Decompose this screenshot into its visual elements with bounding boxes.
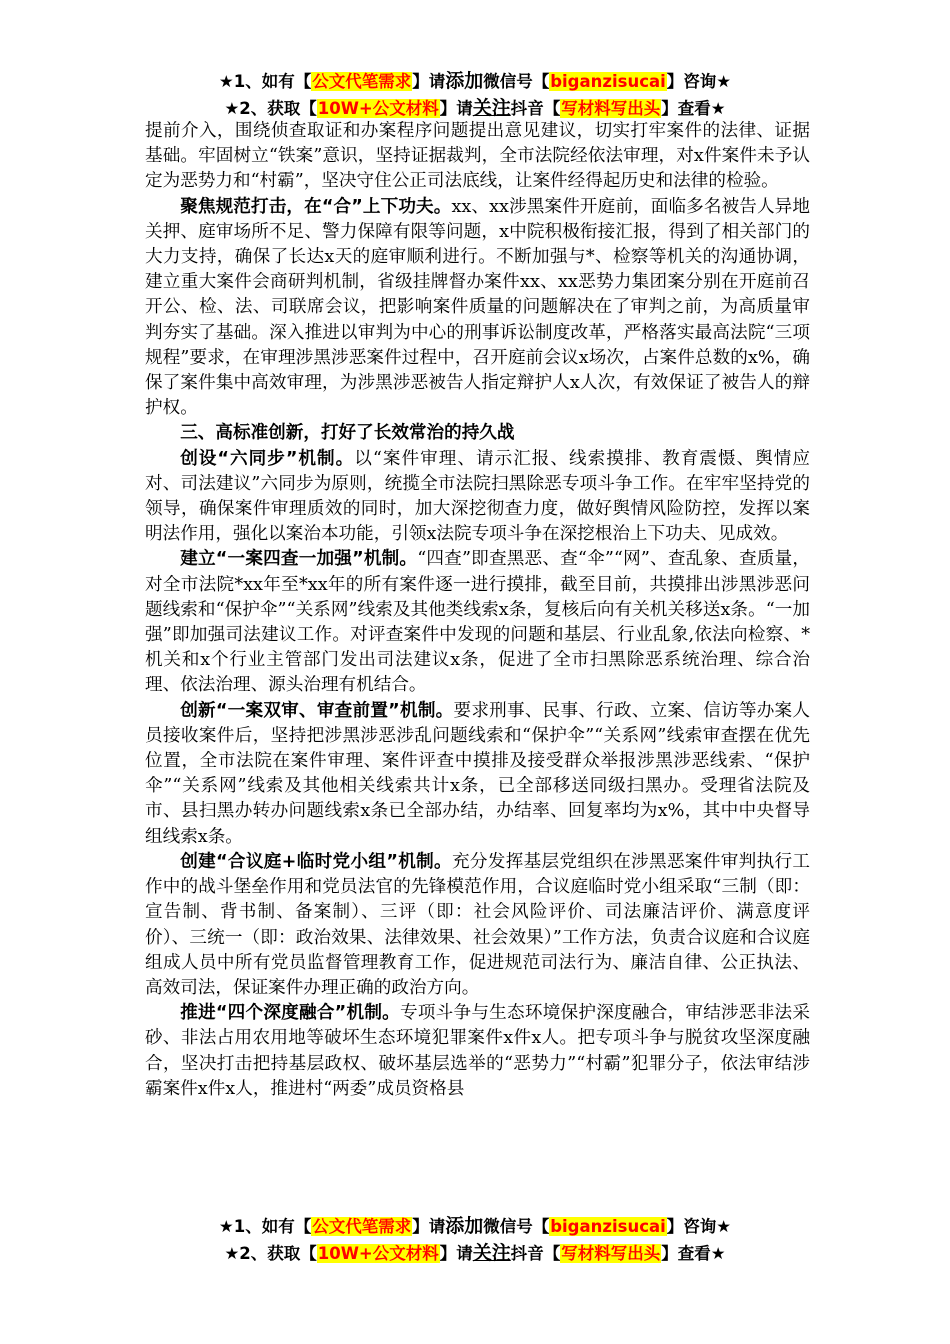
- promo-line-1-mid2: 微信号【: [483, 72, 550, 91]
- promo-line-2-mid: 】请: [439, 99, 473, 118]
- promo-line-2-mid2: 抖音【: [510, 1244, 561, 1263]
- promo-line-2-prefix: ★2、获取【: [224, 1244, 317, 1263]
- promo-emphasis-follow: 关注: [472, 97, 511, 119]
- paragraph-lead: 建立“一案四查一加强”机制。: [180, 549, 418, 570]
- promo-line-1-suffix: 】咨询★: [666, 72, 732, 91]
- promo-emphasis-add: 添加: [445, 1215, 484, 1237]
- paragraph-regulated-crackdown: [145, 195, 810, 422]
- section-heading-3: 三、高标准创新，打好了长效常治的持久战: [180, 423, 515, 444]
- promo-line-2: [0, 95, 950, 122]
- promo-line-2-mid2: 抖音【: [510, 99, 561, 118]
- promo-line-1-prefix: ★1、如有【: [218, 1217, 312, 1236]
- promo-highlight-wechat-id: biganzisucai: [550, 1217, 666, 1236]
- paragraph-four-integrations: [145, 1001, 810, 1102]
- promo-line-1-mid: 】请: [412, 1217, 446, 1236]
- promo-line-1: [0, 1213, 950, 1240]
- paragraph-text: “四查”即查黑恶、查“伞”“网”、查乱象、查质量，对全市法院*xx年至*xx年的所有案件逐一进行摸排，截至目前，共摸排出涉黑涉恶问题线索和“保护伞”“关系网”线索及其他类线索x条，复核后向有关机关移送x条。“一加强”即加强司法建议工作。对评查案件中发现的问题和基层、行业乱象,依法向检察、*机关和x个行业主管部门发出司法建议x条，促进了全市扫黑除恶系统治理、综合治理、依法治理、源头治理有机结合。: [145, 549, 810, 696]
- paragraph-continued: 提前介入，围绕侦查取证和办案程序问题提出意见建议，切实打牢案件的法律、证据基础。牢固树立“铁案”意识，坚持证据裁判，全市法院经依法审理，对x件案件未予认定为恶势力和“村霸”，坚决守住公正司法底线，让案件经得起历史和法律的检验。: [145, 121, 810, 192]
- paragraph-text: 要求刑事、民事、行政、立案、信访等办案人员接收案件后，坚持把涉黑涉恶涉乱问题线索和“保护伞”“关系网”线索审查摆在优先位置，全市法院在案件审理、案件评查中摸排及接受群众举报涉黑涉恶线索、“保护伞”“关系网”线索及其他相关线索共计x条，已全部移送同级扫黑办。受理省法院及市、县扫黑办转办问题线索x条已全部办结，办结率、回复率均为x%，其中中央督导组线索x条。: [145, 700, 810, 847]
- promo-line-1-mid2: 微信号【: [483, 1217, 550, 1236]
- promo-line-2-suffix: 】查看★: [661, 1244, 726, 1263]
- paragraph-text: xx、xx涉黑案件开庭前，面临多名被告人异地关押、庭审场所不足、警力保障有限等问题，x中院积极衔接汇报，得到了相关部门的大力支持，确保了长达x天的庭审顺利进行。不断加强与*、检察等机关的沟通协调，建立重大案件会商研判机制，省级挂牌督办案件xx、xx恶势力集团案分别在开庭前召开公、检、法、司联席会议，把影响案件质量的问题解决在了审判之前，为高质量审判夯实了基础。深入推进以审判为中心的刑事诉讼制度改革，严格落实最高法院“三项规程”要求，在审理涉黑涉恶案件过程中，召开庭前会议x场次，占案件总数的x%，确保了案件集中高效审理，为涉黑涉恶被告人指定辩护人x人次，有效保证了被告人的辩护权。: [145, 196, 810, 419]
- document-body: [145, 119, 810, 1102]
- promo-highlight-service: 公文代笔需求: [312, 1217, 412, 1236]
- paragraph-lead: 创设“六同步”机制。: [180, 448, 355, 469]
- paragraph-text: 专项斗争与生态环境保护深度融合，审结涉恶非法采砂、非法占用农用地等破坏生态环境犯罪案件x件x人。把专项斗争与脱贫攻坚深度融合，坚决打击把持基层政权、破坏基层选举的“恶势力”“村霸”犯罪分子，依法审结涉霸案件x件x人，推进村“两委”成员资格县: [145, 1003, 810, 1099]
- promo-line-2-mid: 】请: [439, 1244, 473, 1263]
- promo-highlight-materials: 10W+公文材料: [317, 99, 439, 118]
- promo-highlight-douyin: 写材料写出头: [561, 1244, 661, 1263]
- paragraph-lead: 创新“一案双审、审查前置”机制。: [180, 700, 454, 721]
- promo-highlight-douyin: 写材料写出头: [561, 99, 661, 118]
- promo-line-2: [0, 1240, 950, 1267]
- top-promo-banner: [0, 68, 950, 122]
- promo-line-1-prefix: ★1、如有【: [218, 72, 312, 91]
- promo-highlight-materials: 10W+公文材料: [317, 1244, 439, 1263]
- paragraph-text: 充分发挥基层党组织在涉黑恶案件审判执行工作中的战斗堡垒作用和党员法官的先锋模范作用，合议庭临时党小组采取“三制（即：宣告制、背书制、备案制）、三评（即：社会风险评价、司法廉洁评价、满意度评价）、三统一（即：政治效果、法律效果、社会效果）”工作方法，负责合议庭和合议庭组成人员中所有党员监督管理教育工作，促进规范司法行为、廉洁自律、公正执法、高效司法，保证案件办理正确的政治方向。: [145, 851, 810, 998]
- paragraph-lead: 创建“合议庭+临时党小组”机制。: [180, 851, 452, 872]
- promo-emphasis-follow: 关注: [472, 1242, 511, 1264]
- promo-highlight-wechat-id: biganzisucai: [550, 72, 666, 91]
- promo-line-1-suffix: 】咨询★: [666, 1217, 732, 1236]
- paragraph-four-checks: [145, 547, 810, 698]
- paragraph-lead: 推进“四个深度融合”机制。: [180, 1003, 400, 1024]
- bottom-promo-banner: [0, 1213, 950, 1267]
- promo-line-1-mid: 】请: [412, 72, 446, 91]
- paragraph-text: 以“案件审理、请示汇报、线索摸排、教育震慑、舆情应对、司法建议”六同步为原则，统揽全市法院扫黑除恶专项斗争工作。在牢牢坚持党的领导，确保案件审理质效的同时，加大深挖彻查力度，做好舆情风险防控，发挥以案明法作用，强化以案治本功能，引领x法院专项斗争在深挖根治上下功夫、见成效。: [145, 448, 810, 545]
- paragraph-dual-review: [145, 699, 810, 850]
- paragraph-panel-party-group: [145, 850, 810, 1001]
- promo-highlight-service: 公文代笔需求: [312, 72, 412, 91]
- promo-line-2-prefix: ★2、获取【: [224, 99, 317, 118]
- paragraph-six-sync: [145, 447, 810, 548]
- promo-line-2-suffix: 】查看★: [661, 99, 726, 118]
- promo-line-1: [0, 68, 950, 95]
- paragraph-lead: 聚焦规范打击，在“合”上下功夫。: [180, 196, 452, 217]
- promo-emphasis-add: 添加: [445, 70, 484, 92]
